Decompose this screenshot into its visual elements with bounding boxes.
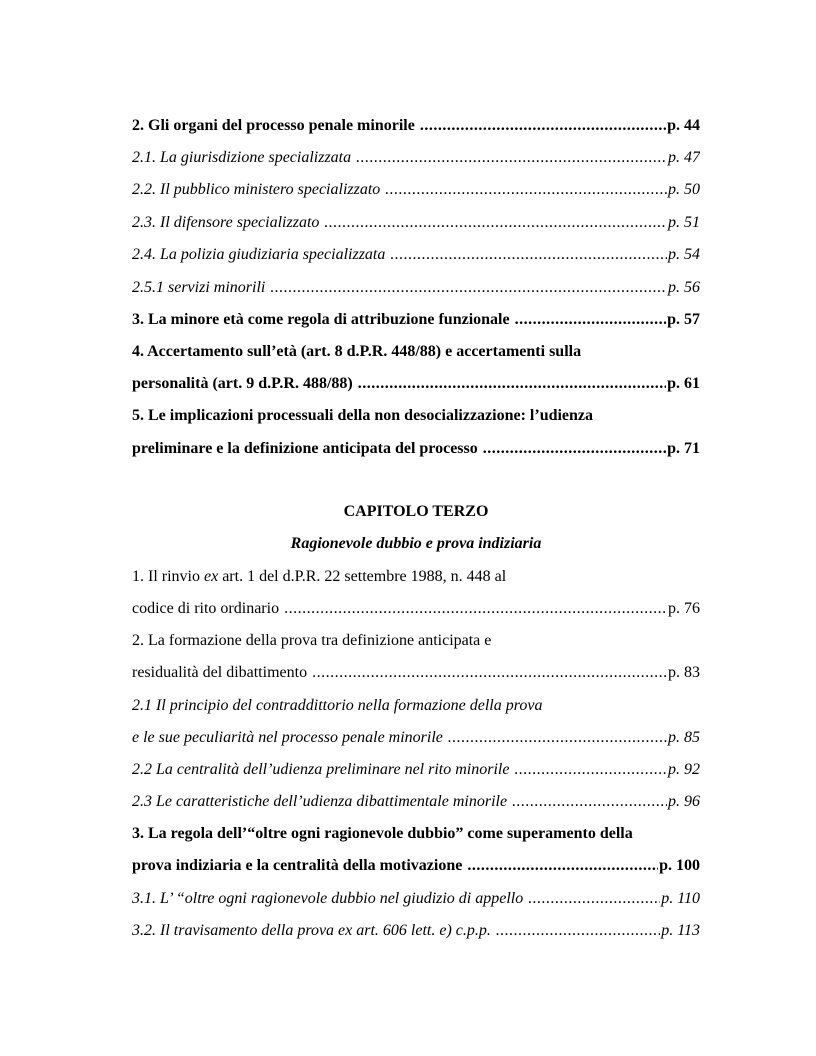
toc-page-number: p. 56 [668,279,700,296]
toc-entry-3[interactable] [132,308,700,332]
toc-entry-2[interactable] [132,114,700,138]
toc-entry-text: e le sue peculiarità nel processo penale minorile [132,729,443,746]
leader-dots [515,308,667,332]
toc-entry-text: 2.4. La polizia giudiziaria specializzata [132,246,386,263]
leader-dots [448,726,667,750]
toc-entry-c2-1-line1[interactable]: 2.1 Il principio del contraddittorio nella formazione della prova [132,697,543,714]
toc-page-number: p. 96 [668,793,700,810]
leader-dots [467,854,658,878]
leader-dots [496,919,660,943]
toc-entry-4-line1[interactable]: 4. Accertamento sull’età (art. 8 d.P.R. 448/88) e accertamenti sulla [132,343,582,360]
toc-page-number: p. 71 [667,440,700,457]
toc-entry-text: 1. Il rinvio [132,568,204,585]
toc-page-number: p. 85 [668,729,700,746]
toc-entry-text: 2.2 La centralità dell’udienza preliminare nel rito minorile [132,761,510,778]
toc-entry-text: personalità (art. 9 d.P.R. 488/88) [132,375,353,392]
toc-page-number: p. 76 [668,600,700,617]
leader-dots [390,243,667,267]
toc-entry-text: 2.3 Le caratteristiche dell’udienza dibattimentale minorile [132,793,508,810]
toc-entry-c2-line2[interactable] [132,661,700,685]
toc-entry-text: 2.1. La giurisdizione specializzata [132,149,352,166]
toc-entry-text: 2.3. Il difensore specializzato [132,214,320,231]
leader-dots [312,661,667,685]
toc-entry-2-2[interactable] [132,178,700,202]
leader-dots [284,597,667,621]
toc-page-number: p. 92 [668,761,700,778]
toc-entry-text: 2.5.1 servizi minorili [132,279,266,296]
chapter-title: CAPITOLO TERZO [343,503,489,520]
toc-page-number: p. 54 [668,246,700,263]
toc-entry-text: codice di rito ordinario [132,600,280,617]
leader-dots [483,437,666,461]
toc-page-number: p. 51 [668,214,700,231]
leader-dots [270,276,667,300]
chapter-subtitle: Ragionevole dubbio e prova indiziaria [290,535,542,552]
toc-page-number: p. 44 [667,117,700,134]
toc-entry-2-5[interactable] [132,276,700,300]
leader-dots [512,790,667,814]
toc-page-number: p. 113 [661,922,700,939]
leader-dots [514,758,667,782]
leader-dots [324,211,667,235]
toc-entry-c3-line1[interactable]: 3. La regola dell’“oltre ogni ragionevole dubbio” come superamento della [132,825,633,842]
toc-entry-5-line1[interactable]: 5. Le implicazioni processuali della non desocializzazione: l’udienza [132,407,594,424]
toc-page-number: p. 50 [668,181,700,198]
toc-entry-c3-2[interactable] [132,919,700,943]
toc-entry-text: 3.1. L’ “oltre ogni ragionevole dubbio nel giudizio di appello [132,890,524,907]
leader-dots [420,114,666,138]
toc-entry-text: 2. Gli organi del processo penale minorile [132,117,415,134]
toc-entry-text: 2.2. Il pubblico ministero specializzato [132,181,381,198]
toc-entry-text: art. 1 del d.P.R. 22 settembre 1988, n. 448 al [218,568,507,585]
toc-page-number: p. 61 [667,375,700,392]
toc-entry-c1-line2[interactable] [132,597,700,621]
toc-entry-text: residualità del dibattimento [132,664,308,681]
toc-entry-c2-2[interactable] [132,758,700,782]
toc-entry-2-3[interactable] [132,211,700,235]
leader-dots [356,146,667,170]
toc-entry-text: preliminare e la definizione anticipata del processo [132,440,478,457]
toc-page-number: p. 83 [668,664,700,681]
leader-dots [385,178,667,202]
toc-entry-c2-3[interactable] [132,790,700,814]
toc-entry-text: prova indiziaria e la centralità della motivazione [132,857,463,874]
leader-dots [358,372,666,396]
toc-page-number: p. 47 [668,149,700,166]
leader-dots [528,887,660,911]
toc-entry-c1-line1[interactable] [132,565,700,589]
toc-page-number: p. 110 [661,890,700,907]
toc-entry-2-4[interactable] [132,243,700,267]
toc-entry-2-1[interactable] [132,146,700,170]
toc-entry-5-line2[interactable] [132,437,700,461]
toc-entry-c3-1[interactable] [132,887,700,911]
toc-entry-c3-line2[interactable] [132,854,700,878]
toc-entry-text: 3.2. Il travisamento della prova ex art. 606 lett. e) c.p.p. [132,922,491,939]
toc-entry-text-ex: ex [204,568,219,585]
toc-entry-text: 3. La minore età come regola di attribuzione funzionale [132,311,510,328]
toc-entry-c2-line1[interactable]: 2. La formazione della prova tra definizione anticipata e [132,632,492,649]
toc-entry-4-line2[interactable] [132,372,700,396]
toc-entry-c2-1-line2[interactable] [132,726,700,750]
toc-page-number: p. 57 [667,311,700,328]
toc-page-number: p. 100 [659,857,700,874]
